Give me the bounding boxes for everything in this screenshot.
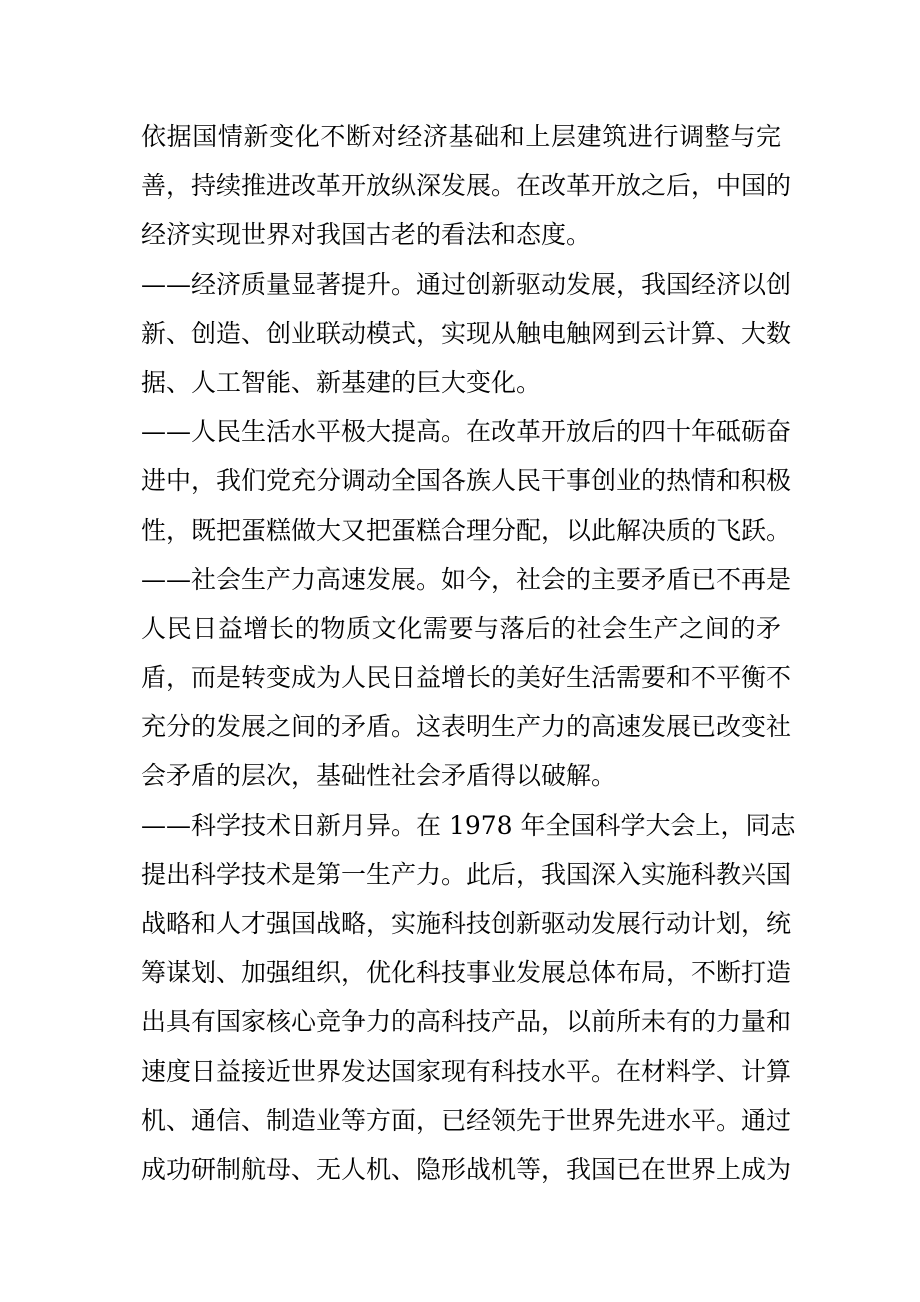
text-line: ——科学技术日新月异。在 1978 年全国科学大会上，同志 [141,810,796,840]
text-line: 会矛盾的层次，基础性社会矛盾得以破解。 [141,761,617,791]
text-line: 盾，而是转变成为人民日益增长的美好生活需要和不平衡不 [141,663,792,693]
text-line: ——经济质量显著提升。通过创新驱动发展，我国经济以创 [141,269,792,299]
text-line: 筹谋划、加强组织，优化科技事业发展总体布局，不断打造 [141,958,792,988]
text-line: 新、创造、创业联动模式，实现从触电触网到云计算、大数 [141,318,792,348]
text-line: 依据国情新变化不断对经济基础和上层建筑进行调整与完 [141,122,781,151]
text-line: 机、通信、制造业等方面，已经领先于世界先进水平。通过 [141,1105,792,1135]
text-line: 据、人工智能、新基建的巨大变化。 [141,367,542,397]
text-line: 战略和人才强国战略，实施科技创新驱动发展行动计划，统 [141,909,792,938]
text-line: 提出科学技术是第一生产力。此后，我国深入实施科教兴国 [141,859,792,889]
text-line: ——社会生产力高速发展。如今，社会的主要矛盾已不再是 [141,564,792,594]
text-line: 进中，我们党充分调动全国各族人民干事创业的热情和积极 [141,466,792,496]
text-line: 充分的发展之间的矛盾。这表明生产力的高速发展已改变社 [141,712,792,742]
text-line: ——人民生活水平极大提高。在改革开放后的四十年砥砺奋 [141,417,792,447]
text-line: 出具有国家核心竞争力的高科技产品，以前所未有的力量和 [141,1007,792,1037]
text-line: 人民日益增长的物质文化需要与落后的社会生产之间的矛 [141,613,781,643]
text-line: 性，既把蛋糕做大又把蛋糕合理分配，以此解决质的飞跃。 [141,515,792,545]
text-line: 善，持续推进改革开放纵深发展。在改革开放之后，中国的 [141,171,792,201]
text-line: 速度日益接近世界发达国家现有科技水平。在材料学、计算 [141,1056,792,1086]
document-body [141,112,796,1194]
text-line: 经济实现世界对我国古老的看法和态度。 [141,220,592,250]
text-line: 成功研制航母、无人机、隐形战机等，我国已在世界上成为 [141,1154,792,1184]
